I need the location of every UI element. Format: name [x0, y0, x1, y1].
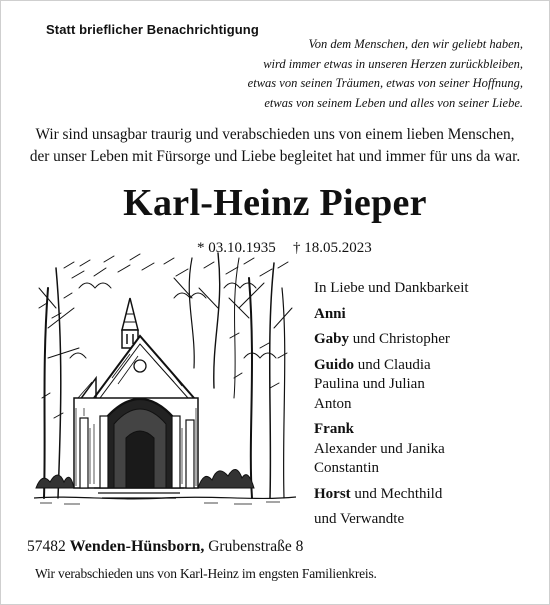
address-postcode: 57482: [27, 538, 70, 555]
address-street: Grubenstraße 8: [204, 538, 304, 555]
mourner-horst: [314, 485, 469, 505]
mourner-partner: und Christopher: [349, 331, 450, 347]
mourners-relatives: und Verwandte: [314, 511, 405, 527]
mourner-frank: [314, 420, 469, 440]
birth-date: * 03.10.1935: [197, 240, 276, 256]
mourner-partner: und Mechthild: [350, 485, 443, 502]
deceased-name: Karl-Heinz Pieper: [123, 182, 427, 224]
death-date: † 18.05.2023: [293, 240, 372, 256]
mourner-name: Anni: [314, 305, 346, 322]
poem: [248, 35, 523, 113]
poem-line: etwas von seinem Leben und alles von seiner Liebe.: [264, 95, 523, 110]
address-town: Wenden-Hünsborn,: [69, 538, 205, 555]
intro-line: Wir sind unsagbar traurig und verabschieden uns von einem lieben Menschen,: [35, 126, 515, 143]
intro-text: [0, 124, 550, 168]
mourners-heading: In Liebe und Dankbarkeit: [314, 280, 469, 296]
mourner-children: Anton: [314, 395, 352, 412]
closing-note: Wir verabschieden uns von Karl-Heinz im engsten Familienkreis.: [35, 566, 377, 581]
mourner-name: Frank: [314, 421, 355, 437]
poem-line: Von dem Menschen, den wir geliebt haben,: [308, 37, 523, 51]
mourners-list: [314, 279, 469, 530]
poem-line: wird immer etwas in unseren Herzen zurückbleiben,: [263, 56, 523, 71]
mourner-children: Constantin: [314, 460, 380, 476]
poem-line: etwas von seinen Träumen, etwas von seiner Hoffnung,: [247, 76, 523, 90]
mourner-children: Alexander und Janika: [314, 440, 445, 457]
address: [27, 538, 303, 556]
mourner-name: Horst: [314, 485, 351, 502]
chapel-drawing-icon: [34, 248, 296, 508]
mourner-children: Paulina und Julian: [314, 376, 425, 392]
mourner-guido: [314, 356, 469, 376]
intro-line: der unser Leben mit Fürsorge und Liebe begleitet hat und immer für uns da war.: [29, 148, 521, 165]
mourner-gaby: [314, 330, 469, 350]
mourner-name: Gaby: [314, 331, 350, 347]
notice-heading: Statt brieflicher Benachrichtigung: [46, 22, 259, 37]
mourner-name: Guido: [314, 356, 355, 373]
mourner-anni: [314, 305, 469, 325]
mourner-partner: und Claudia: [354, 356, 431, 373]
